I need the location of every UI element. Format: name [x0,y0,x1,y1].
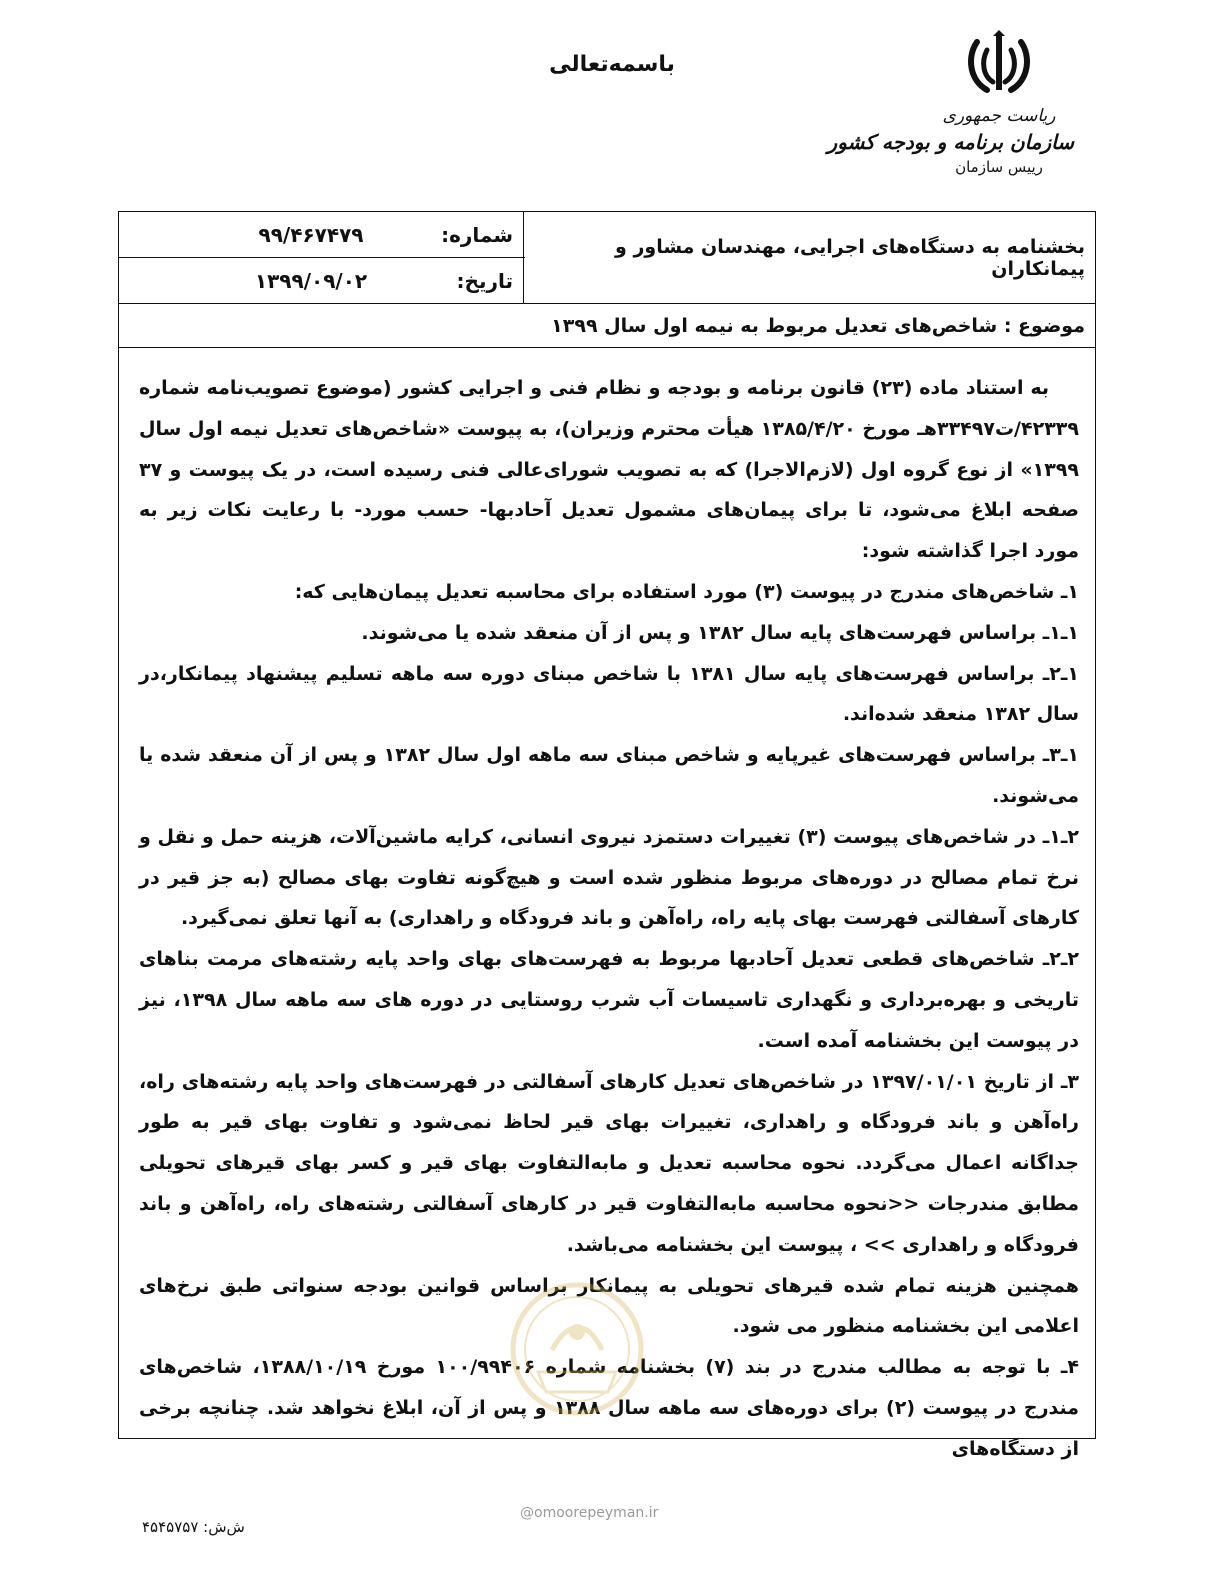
seal-watermark-icon [508,1280,646,1418]
reference-cell [119,212,525,304]
footer-code: ش‌ش: ۴۵۴۵۷۵۷ [142,1518,245,1536]
org-line-organization: سازمان برنامه و بودجه کشور [827,130,1074,154]
body-paragraph: ۱ـ۲ـ براساس فهرست‌های پایه سال ۱۳۸۱ با شاخص مبنای دوره سه ماهه تسلیم پیشنهاد پیمانکار،در سال ۱۳۸۲ منعقد شده‌اند. [139,662,1079,726]
bismillah-heading: باسمه‌تعالی [549,52,675,77]
body-paragraph: ۱ـ۱ـ براساس فهرست‌های پایه سال ۱۳۸۲ و پس از آن منعقد شده یا می‌شوند. [361,621,1079,644]
subject-text: موضوع : شاخص‌های تعدیل مربوط به نیمه اول سال ۱۳۹۹ [551,314,1085,337]
body-paragraph: ۳ـ از تاریخ ۱۳۹۷/۰۱/۰۱ در شاخص‌های تعدیل کارهای آسفالتی در فهرست‌های واحد پایه رشته‌های راه، راه‌آهن و باند فرودگاه و راهداری، تغییرات بهای قیر لحاظ نمی‌شود و تفاوت بهای قیر به طور جداگانه اعمال می‌گردد. نحوه محاسبه تعدیل و مابه‌التفاوت بهای قیر و کسر بهای قیرهای تحویلی مطابق مندرجات <<نحوه محاسبه مابه‌التفاوت قیر در کارهای آسفالتی رشته‌های راه، راه‌آهن و باند فرودگاه و راهداری >> ، پیوست این بخشنامه می‌باشد. [139,1070,1079,1256]
date-label: تاریخ: [456,269,513,293]
body-paragraph: به استناد ماده (۲۳) قانون برنامه و بودجه و نظام فنی و اجرایی کشور (موضوع تصویب‌نامه شماره ۴۲۳۳۹/ت۳۳۴۹۷هـ مورخ ۱۳۸۵/۴/۲۰ هیأت محترم وزیران)، به پیوست «شاخص‌های تعدیل نیمه اول سال ۱۳۹۹» از نوع گروه اول (لازم‌الاجرا) که به تصویب شورای‌عالی فنی رسیده است، در یک پیوست و ۳۷ صفحه ابلاغ می‌شود، تا برای پیمان‌های مشمول تعدیل آحادبها- حسب مورد- با رعایت نکات زیر به مورد اجرا گذاشته شود: [139,377,1079,563]
letter-frame [118,211,1096,1460]
subject-row [119,304,1095,348]
number-row [119,212,525,258]
body-paragraph: همچنین هزینه تمام شده قیرهای تحویلی به پیمانکار براساس قوانین بودجه سنواتی طبق نرخ‌های اعلامی این بخشنامه منظور می شود. [139,1274,1079,1338]
number-value: ۹۹/۴۶۷۴۷۹ [258,222,364,247]
letterhead [827,30,1074,176]
body-paragraph: ۱ـ۳ـ براساس فهرست‌های غیرپایه و شاخص مبنای سه ماهه اول سال ۱۳۸۲ و پس از آن منعقد شده یا می‌شوند. [139,744,1079,807]
body-paragraph: ۲ـ۲ـ شاخص‌های قطعی تعدیل آحادبها مربوط به فهرست‌های بهای واحد پایه رشته‌های مرمت بناهای تاریخی و بهره‌برداری و نگهداری تاسیسات آب شرب روستایی در دوره های سه ماهه سال ۱۳۹۸، نیز در پیوست این بخشنامه آمده است. [139,948,1080,1052]
number-label: شماره: [441,222,513,247]
recipients-cell [523,212,1095,304]
org-line-head: رییس سازمان [955,158,1043,176]
footer-website: @omoorepeyman.ir [520,1505,659,1521]
date-value: ۱۳۹۹/۰۹/۰۲ [254,269,368,293]
org-line-presidency: ریاست جمهوری [942,106,1056,126]
body-paragraph: ۴ـ با توجه به مطالب مندرج در بند (۷) بخشنامه شماره ۱۰۰/۹۹۴۰۶ مورخ ۱۳۸۸/۱۰/۱۹، شاخص‌های مندرج در پیوست (۲) برای دوره‌های سه ماهه سال ۱۳۸۸ و پس از آن، ابلاغ نخواهد شد. چنانچه برخی از دستگاه‌های [139,1356,1079,1460]
date-row [119,258,525,304]
recipients-text: بخشنامه به دستگاه‌های اجرایی، مهندسان مشاور و پیمانکاران [615,235,1085,280]
iran-emblem-icon [963,30,1035,102]
body-paragraph: ۱ـ شاخص‌های مندرج در پیوست (۳) مورد استفاده برای محاسبه تعدیل پیمان‌هایی که: [294,580,1079,603]
body-paragraph: ۲ـ۱ـ در شاخص‌های پیوست (۳) تغییرات دستمزد نیروی انسانی، کرایه ماشین‌آلات، هزینه حمل و نقل و نرخ تمام مصالح در دوره‌های مربوط منظور شده است و هیچ‌گونه تفاوت بهای مصالح (به جز قیر در کارهای آسفالتی فهرست بهای پایه راه، راه‌آهن و باند فرودگاه و راهداری) به آنها تعلق نمی‌گیرد. [139,825,1079,930]
